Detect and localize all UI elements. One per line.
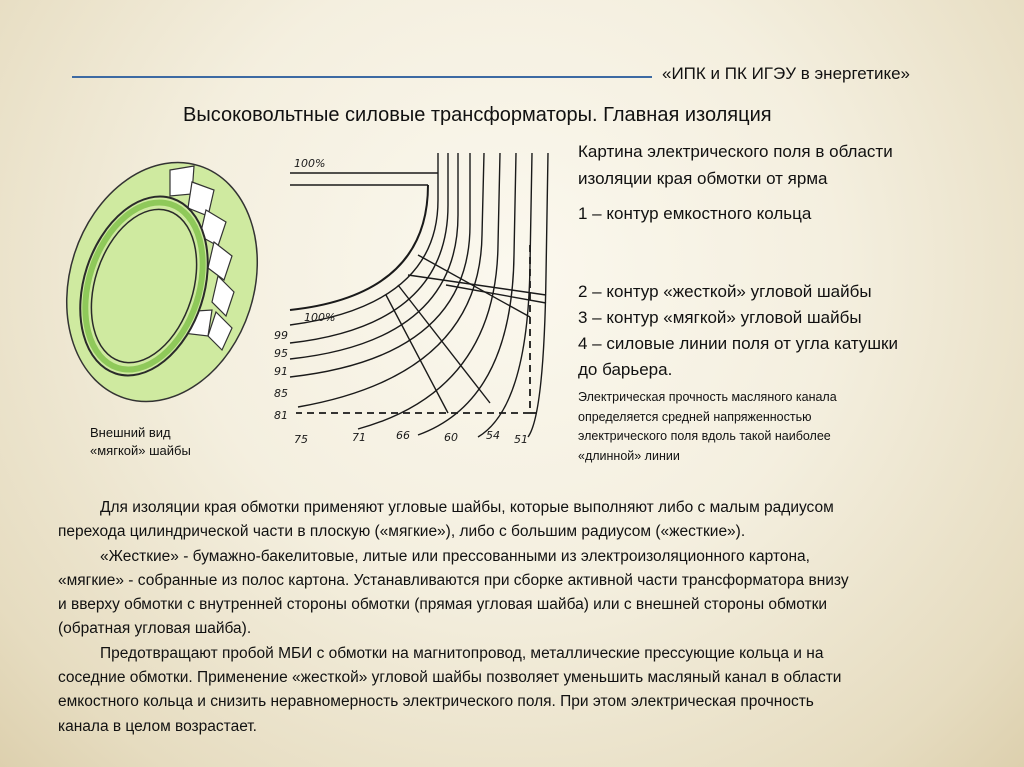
equipotential-line bbox=[290, 153, 458, 359]
legend-item-4: 4 – силовые линии поля от угла катушки bbox=[578, 334, 898, 353]
potential-label: 95 bbox=[274, 347, 288, 360]
legend-heading: изоляции края обмотки от ярма bbox=[578, 169, 828, 188]
potential-label: 75 bbox=[294, 433, 308, 445]
potential-label: 100% bbox=[294, 157, 326, 170]
body-line: соседние обмотки. Применение «жесткой» угловой шайбы позволяет уменьшить масляный канал в области bbox=[58, 669, 842, 687]
legend-item-1: 1 – контур емкостного кольца bbox=[578, 204, 812, 223]
potential-label: 54 bbox=[486, 429, 500, 442]
note-line: электрического поля вдоль такой наиболее bbox=[578, 429, 831, 443]
body-line: (обратная угловая шайба). bbox=[58, 620, 252, 638]
equipotential-line bbox=[290, 153, 438, 325]
equipotential-line bbox=[298, 153, 484, 407]
body-line: Предотвращают пробой МБИ с обмотки на магнитопровод, металлические прессующие кольца и на bbox=[100, 644, 824, 662]
hard-washer-contour bbox=[296, 245, 530, 413]
body-text bbox=[58, 496, 998, 739]
field-diagram bbox=[268, 145, 568, 445]
legend-item-3: 3 – контур «мягкой» угловой шайбы bbox=[578, 308, 862, 327]
soft-washer-illustration bbox=[62, 152, 262, 422]
body-line: емкостного кольца и снизить неравномерность электрического поля. При этом электрическая прочность bbox=[58, 693, 814, 711]
potential-label: 91 bbox=[274, 365, 288, 378]
caption-line: «мягкой» шайбы bbox=[90, 443, 191, 458]
body-line: перехода цилиндрической части в плоскую («мягкие»), либо с большим радиусом («жесткие»). bbox=[58, 523, 746, 541]
potential-label: 81 bbox=[274, 409, 288, 422]
potential-label: 51 bbox=[514, 433, 528, 445]
legend-heading: Картина электрического поля в области bbox=[578, 142, 893, 161]
strength-note bbox=[578, 388, 918, 466]
body-line: и вверху обмотки с внутренней стороны обмотки (прямая угловая шайба) или с внешней стороны обмотки bbox=[58, 596, 828, 614]
potential-label: 66 bbox=[396, 429, 410, 442]
body-line: Для изоляции края обмотки применяют угловые шайбы, которые выполняют либо с малым радиусом bbox=[100, 499, 834, 516]
capacitive-ring-contour bbox=[290, 185, 428, 310]
potential-label: 100% bbox=[304, 311, 336, 324]
caption-line: Внешний вид bbox=[90, 425, 171, 440]
note-line: Электрическая прочность масляного канала bbox=[578, 390, 837, 404]
body-line: «Жесткие» - бумажно-бакелитовые, литые или прессованными из электроизоляционного картона, bbox=[100, 547, 810, 565]
potential-label: 85 bbox=[274, 387, 288, 400]
illustration-caption bbox=[90, 424, 191, 460]
body-line: «мягкие» - собранные из полос картона. Устанавливаются при сборке активной части трансформатора внизу bbox=[58, 571, 849, 589]
body-line: канала в целом возрастает. bbox=[58, 717, 257, 735]
note-line: определяется средней напряженностью bbox=[578, 409, 812, 424]
legend-item-2: 2 – контур «жесткой» угловой шайбы bbox=[578, 282, 872, 301]
potential-label: 99 bbox=[274, 329, 288, 342]
legend-item-4-cont: до барьера. bbox=[578, 360, 673, 379]
header-org: «ИПК и ПК ИГЭУ в энергетике» bbox=[662, 64, 911, 83]
potential-label: 71 bbox=[352, 431, 366, 444]
note-line: «длинной» линии bbox=[578, 448, 680, 463]
header-rule bbox=[72, 76, 652, 78]
potential-label: 60 bbox=[444, 431, 458, 444]
page-title: Высоковольтные силовые трансформаторы. Главная изоляция bbox=[183, 104, 772, 126]
